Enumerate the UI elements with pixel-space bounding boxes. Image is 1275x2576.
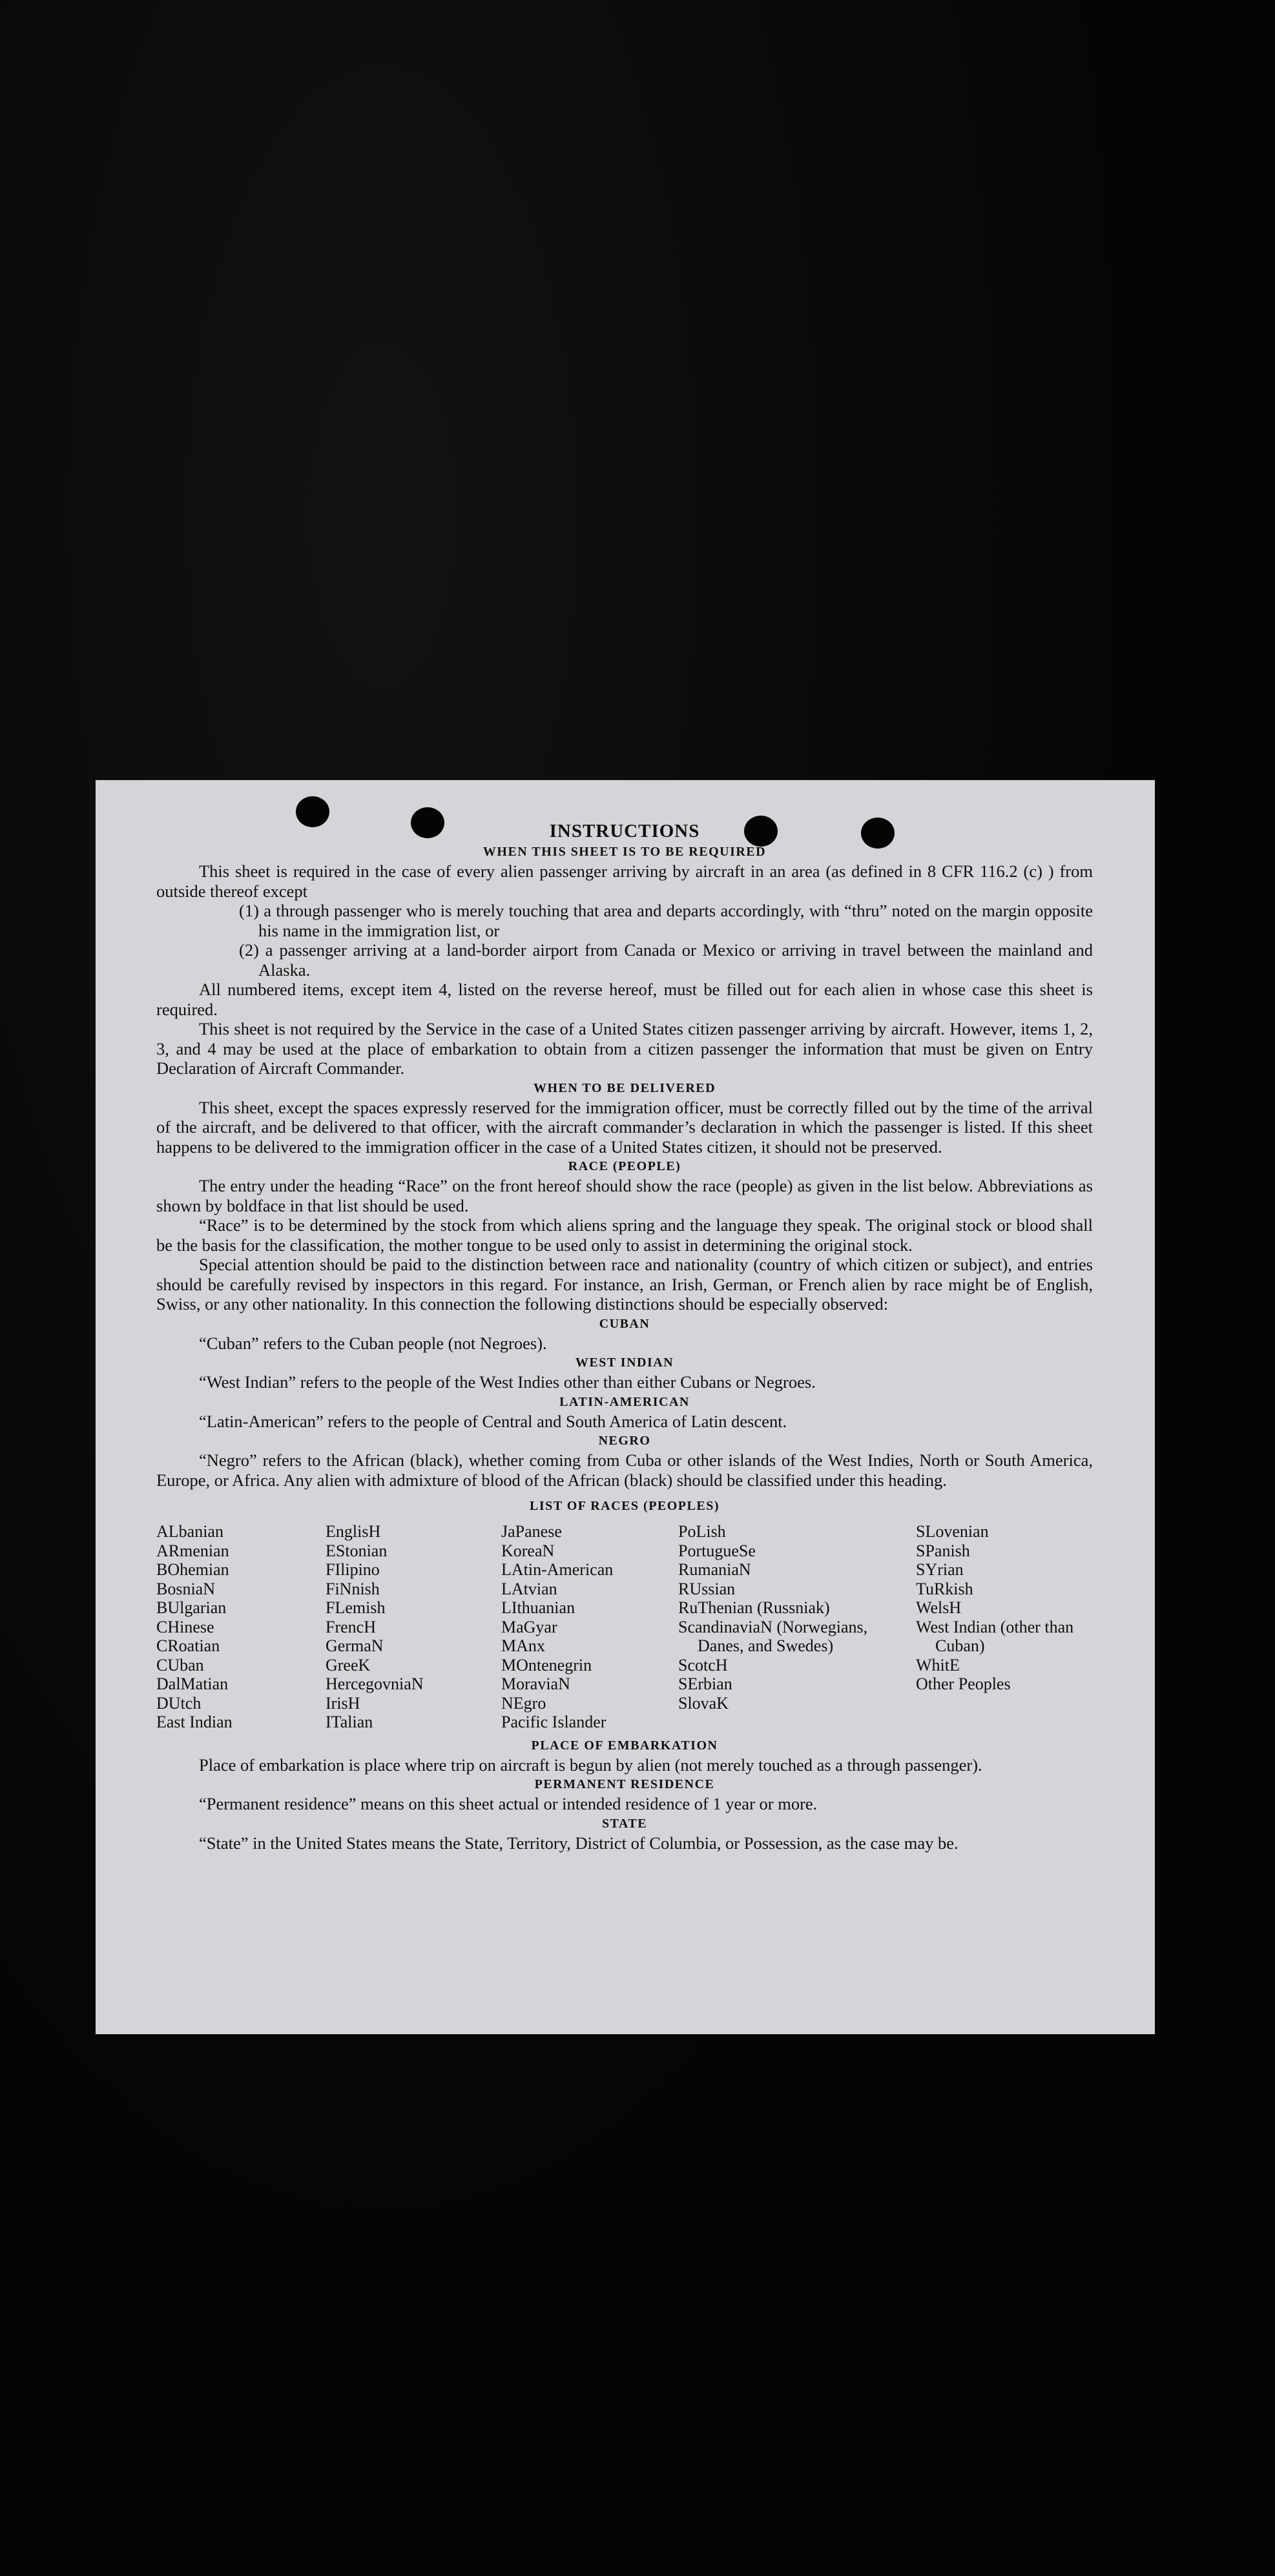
- paragraph: The entry under the heading “Race” on the front hereof should show the race (people) as given in the list below. Abbreviations as shown by boldface in that list should be used.: [156, 1176, 1093, 1215]
- race-entry: ScandinaviaN (Norwegians, Danes, and Swedes): [678, 1617, 868, 1655]
- section-heading: NEGRO: [598, 1434, 651, 1448]
- race-entry: MOntenegrin: [501, 1655, 592, 1674]
- paragraph: This sheet is not required by the Service in the case of a United States citizen passenger arriving by aircraft. However, items 1, 2, 3, and 4 may be used at the place of embarkation to obtain from a citizen passenger the information that must be given on Entry Declaration of Aircraft Commander.: [156, 1019, 1093, 1078]
- race-entry: BosniaN: [156, 1579, 215, 1598]
- paragraph: “Latin-American” refers to the people of Central and South America of Latin descent.: [199, 1411, 787, 1431]
- race-entry: CUban: [156, 1655, 204, 1674]
- document-body: [156, 820, 1093, 1853]
- race-entry: MaGyar: [501, 1617, 557, 1636]
- race-entry: FrencH: [326, 1617, 376, 1636]
- section-heading: RACE (PEOPLE): [568, 1159, 681, 1173]
- race-entry: FiNnish: [326, 1579, 380, 1598]
- race-entry: LAtvian: [501, 1579, 557, 1598]
- section-heading: LIST OF RACES (PEOPLES): [529, 1499, 720, 1513]
- race-entry: GreeK: [326, 1655, 371, 1674]
- race-entry: NEgro: [501, 1693, 546, 1713]
- race-entry: West Indian (other than Cuban): [916, 1617, 1074, 1655]
- race-entry: FIlipino: [326, 1560, 380, 1579]
- paragraph: Place of embarkation is place where trip on aircraft is begun by alien (not merely touched as a through passenger).: [199, 1755, 982, 1775]
- race-entry: ARmenian: [156, 1541, 229, 1560]
- section-heading: WHEN THIS SHEET IS TO BE REQUIRED: [482, 845, 767, 859]
- race-entry: BUlgarian: [156, 1598, 227, 1617]
- race-entry: BOhemian: [156, 1560, 229, 1579]
- race-entry: IrisH: [326, 1693, 360, 1713]
- race-entry: KoreaN: [501, 1541, 555, 1560]
- race-entry: SPanish: [916, 1541, 970, 1560]
- section-heading: CUBAN: [599, 1316, 650, 1331]
- section-heading: WHEN TO BE DELIVERED: [533, 1080, 716, 1095]
- race-entry: SlovaK: [678, 1693, 729, 1713]
- race-entry: CRoatian: [156, 1636, 220, 1655]
- race-column: [326, 1522, 501, 1732]
- race-entry: ITalian: [326, 1713, 373, 1731]
- section-heading: PLACE OF EMBARKATION: [531, 1738, 718, 1753]
- race-entry: RumaniaN: [678, 1560, 751, 1579]
- race-entry: Pacific Islander: [501, 1713, 606, 1731]
- race-entry: FLemish: [326, 1598, 386, 1617]
- race-entry: SLovenian: [916, 1522, 989, 1541]
- document-title: INSTRUCTIONS: [549, 821, 700, 841]
- paragraph-item: (1) a through passenger who is merely touching that area and departs accordingly, with “thru” noted on the margin opposite his name in the immigration list, or: [239, 901, 1093, 940]
- race-entry: WelsH: [916, 1598, 962, 1617]
- race-entry: RUssian: [678, 1579, 736, 1598]
- paragraph: “Race” is to be determined by the stock from which aliens spring and the language they speak. The original stock or blood shall be the basis for the classification, the mother tongue to be used only to assist in determining the original stock.: [156, 1215, 1093, 1255]
- race-entry: CHinese: [156, 1617, 214, 1636]
- race-entry: MAnx: [501, 1636, 545, 1655]
- race-entry: ScotcH: [678, 1655, 728, 1674]
- race-entry: East Indian: [156, 1713, 233, 1731]
- race-entry: JaPanese: [501, 1522, 562, 1541]
- race-entry: ALbanian: [156, 1522, 223, 1541]
- race-list: [156, 1522, 1093, 1732]
- paragraph: Special attention should be paid to the distinction between race and nationality (country of which citizen or subject), and entries should be carefully revised by inspectors in this regard. For instance, an Irish, German, or French alien by race might be of English, Swiss, or any other nationality. In this connection the following distinctions should be especially observed:: [156, 1255, 1093, 1314]
- paragraph: “State” in the United States means the State, Territory, District of Columbia, or Possession, as the case may be.: [199, 1833, 959, 1853]
- race-entry: LIthuanian: [501, 1598, 575, 1617]
- race-entry: EnglisH: [326, 1522, 381, 1541]
- paragraph: This sheet, except the spaces expressly reserved for the immigration officer, must be correctly filled out by the time of the arrival of the aircraft, and be delivered to that officer, with the aircraft commander’s declaration in which the passenger is listed. If this sheet happens to be delivered to the immigration officer in the case of a United States citizen, it should not be preserved.: [156, 1097, 1093, 1157]
- race-entry: RuThenian (Russniak): [678, 1598, 830, 1617]
- race-entry: DalMatian: [156, 1674, 229, 1693]
- race-entry: LAtin-American: [501, 1560, 614, 1579]
- paragraph: All numbered items, except item 4, listed on the reverse hereof, must be filled out for each alien in whose case this sheet is required.: [156, 980, 1093, 1019]
- race-column: [678, 1522, 916, 1732]
- race-entry: TuRkish: [916, 1579, 973, 1598]
- race-entry: MoraviaN: [501, 1674, 570, 1693]
- section-heading: WEST INDIAN: [575, 1355, 674, 1370]
- race-column: [156, 1522, 326, 1732]
- race-entry: HercegovniaN: [326, 1674, 424, 1693]
- paragraph: “West Indian” refers to the people of the West Indies other than either Cubans or Negroes.: [199, 1372, 816, 1392]
- race-entry: EStonian: [326, 1541, 388, 1560]
- paragraph-item: (2) a passenger arriving at a land-border airport from Canada or Mexico or arriving in travel between the mainland and Alaska.: [239, 940, 1093, 980]
- race-entry: SErbian: [678, 1674, 732, 1693]
- race-entry: GermaN: [326, 1636, 384, 1655]
- race-column: [916, 1522, 1093, 1732]
- paragraph: “Negro” refers to the African (black), whether coming from Cuba or other islands of the West Indies, North or South America, Europe, or Africa. Any alien with admixture of blood of the African (black) should be classified under this heading.: [156, 1450, 1093, 1490]
- paragraph: “Permanent residence” means on this sheet actual or intended residence of 1 year or more.: [199, 1794, 818, 1813]
- section-heading: PERMANENT RESIDENCE: [534, 1777, 715, 1791]
- paragraph: “Cuban” refers to the Cuban people (not Negroes).: [199, 1333, 547, 1353]
- instruction-sheet: [96, 780, 1155, 2034]
- race-entry: SYrian: [916, 1560, 964, 1579]
- race-column: [501, 1522, 678, 1732]
- paragraph: This sheet is required in the case of every alien passenger arriving by aircraft in an area (as defined in 8 CFR 116.2 (c) ) from outside thereof except: [156, 861, 1093, 901]
- race-entry: Other Peoples: [916, 1674, 1011, 1693]
- section-heading: STATE: [601, 1816, 648, 1831]
- race-entry: PortugueSe: [678, 1541, 756, 1560]
- race-entry: DUtch: [156, 1693, 202, 1713]
- race-entry: WhitE: [916, 1655, 960, 1674]
- race-entry: PoLish: [678, 1522, 726, 1541]
- section-heading: LATIN-AMERICAN: [559, 1394, 690, 1409]
